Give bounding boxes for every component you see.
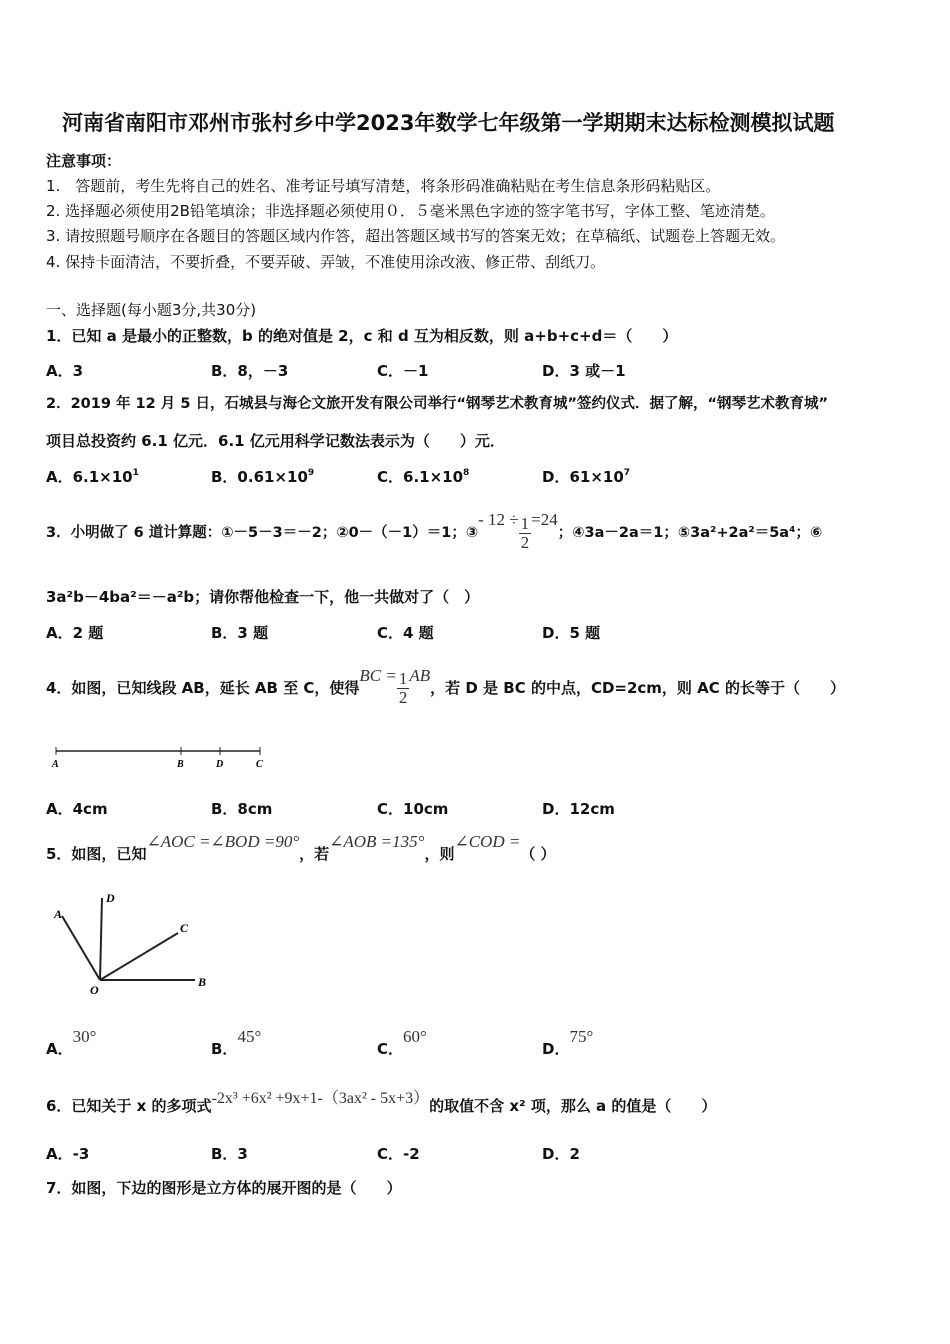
label-a: A (52, 759, 59, 770)
question-2-line2: 项目总投资约 6.1 亿元．6.1 亿元用科学记数法表示为（ ）元． (46, 432, 505, 450)
option-d[interactable]: D．$61\times 10^7$ (542, 468, 631, 486)
label-d: D (216, 759, 224, 770)
option-d[interactable]: D．75° (542, 1027, 594, 1058)
question-5: 5．如图，已知∠AOC =∠BOD =90°，若∠AOB =135°，则∠COD =（ ） (46, 832, 556, 863)
question-6: 6．已知关于 x 的多项式-2x³ +6x² +9x+1-（3ax² - 5x+3）的取值不含 x² 项，那么 a 的值是（ ） (46, 1090, 717, 1115)
option-b[interactable]: B．3 (211, 1145, 248, 1163)
page-title: 河南省南阳市邓州市张村乡中学2023年数学七年级第一学期期末达标检测模拟试题 (62, 111, 835, 135)
question-7: 7．如图，下边的图形是立方体的展开图的是（ ） (46, 1179, 402, 1197)
option-a[interactable]: A．3 (46, 362, 84, 380)
option-c[interactable]: C．4 题 (377, 624, 434, 642)
svg-text:D: D (106, 891, 115, 905)
question-2-line1: 2．2019 年 12 月 5 日，石城县与海仑文旅开发有限公司举行“钢琴艺术教育城”签约仪式．据了解，“钢琴艺术教育城” (46, 396, 829, 412)
section-heading: 一、选择题(每小题3分,共30分) (46, 301, 257, 319)
notice-item: 1. 答题前，考生先将自己的姓名、准考证号填写清楚，将条形码准确粘贴在考生信息条形码粘贴区。 (46, 177, 721, 195)
notice-item: 2. 选择题必须使用2B铅笔填涂；非选择题必须使用０．５毫米黑色字迹的签字笔书写，字体工整、笔迹清楚。 (46, 202, 775, 220)
question-4: 4．如图，已知线段 AB，延长 AB 至 C，使得BC = $\frac{1}{2}$ AB，若 D 是 BC 的中点，CD=2cm，则 AC 的长等于（ ） (46, 666, 845, 707)
option-b[interactable]: B．45° (211, 1027, 262, 1058)
question-3: 3．小明做了 6 道计算题：①－5－3＝－2；②0－（－1）＝1；③- 12 ÷ $\frac{1}{2}$ =24；④3a－2a＝1；⑤3a²+2a²＝5a⁴；⑥ (46, 510, 823, 552)
option-b[interactable]: B．3 题 (211, 624, 269, 642)
option-b[interactable]: B．8cm (211, 800, 273, 818)
option-b[interactable]: B．$0.61\times 10^9$ (211, 468, 315, 486)
svg-text:O: O (90, 983, 99, 997)
option-c[interactable]: C．-2 (377, 1145, 420, 1163)
option-a[interactable]: A．$6.1\times 10^1$ (46, 468, 139, 486)
notice-item: 4. 保持卡面清洁，不要折叠，不要弄破、弄皱，不准使用涂改液、修正带、刮纸刀。 (46, 253, 606, 271)
segment-figure (50, 745, 270, 770)
notice-heading: 注意事项： (46, 152, 122, 170)
option-a[interactable]: A．4cm (46, 800, 108, 818)
option-c[interactable]: C．60° (377, 1027, 427, 1058)
option-a[interactable]: A．30° (46, 1027, 97, 1058)
option-d[interactable]: D．2 (542, 1145, 580, 1163)
label-c: C (256, 759, 263, 770)
option-c[interactable]: C．－1 (377, 362, 429, 380)
option-c[interactable]: C．10cm (377, 800, 449, 818)
notice-item: 3. 请按照题号顺序在各题目的答题区域内作答，超出答题区域书写的答案无效；在草稿纸、试题卷上答题无效。 (46, 227, 786, 245)
option-a[interactable]: A．-3 (46, 1145, 90, 1163)
question-3-line2: 3a²b－4ba²＝－a²b；请你帮他检查一下，他一共做对了（ ） (46, 588, 480, 606)
svg-text:C: C (180, 921, 189, 935)
option-a[interactable]: A．2 题 (46, 624, 104, 642)
svg-text:A: A (54, 907, 63, 921)
question-1: 1．已知 a 是最小的正整数，b 的绝对值是 2，c 和 d 互为相反数，则 a+b+c+d＝（ ） (46, 327, 678, 345)
option-d[interactable]: D．12cm (542, 800, 615, 818)
label-b: B (177, 759, 184, 770)
svg-text:B: B (198, 975, 207, 989)
option-b[interactable]: B．8，－3 (211, 362, 289, 380)
option-c[interactable]: C．$6.1\times 10^8$ (377, 468, 470, 486)
option-d[interactable]: D．5 题 (542, 624, 601, 642)
option-d[interactable]: D．3 或－1 (542, 362, 626, 380)
angle-figure (50, 888, 220, 998)
